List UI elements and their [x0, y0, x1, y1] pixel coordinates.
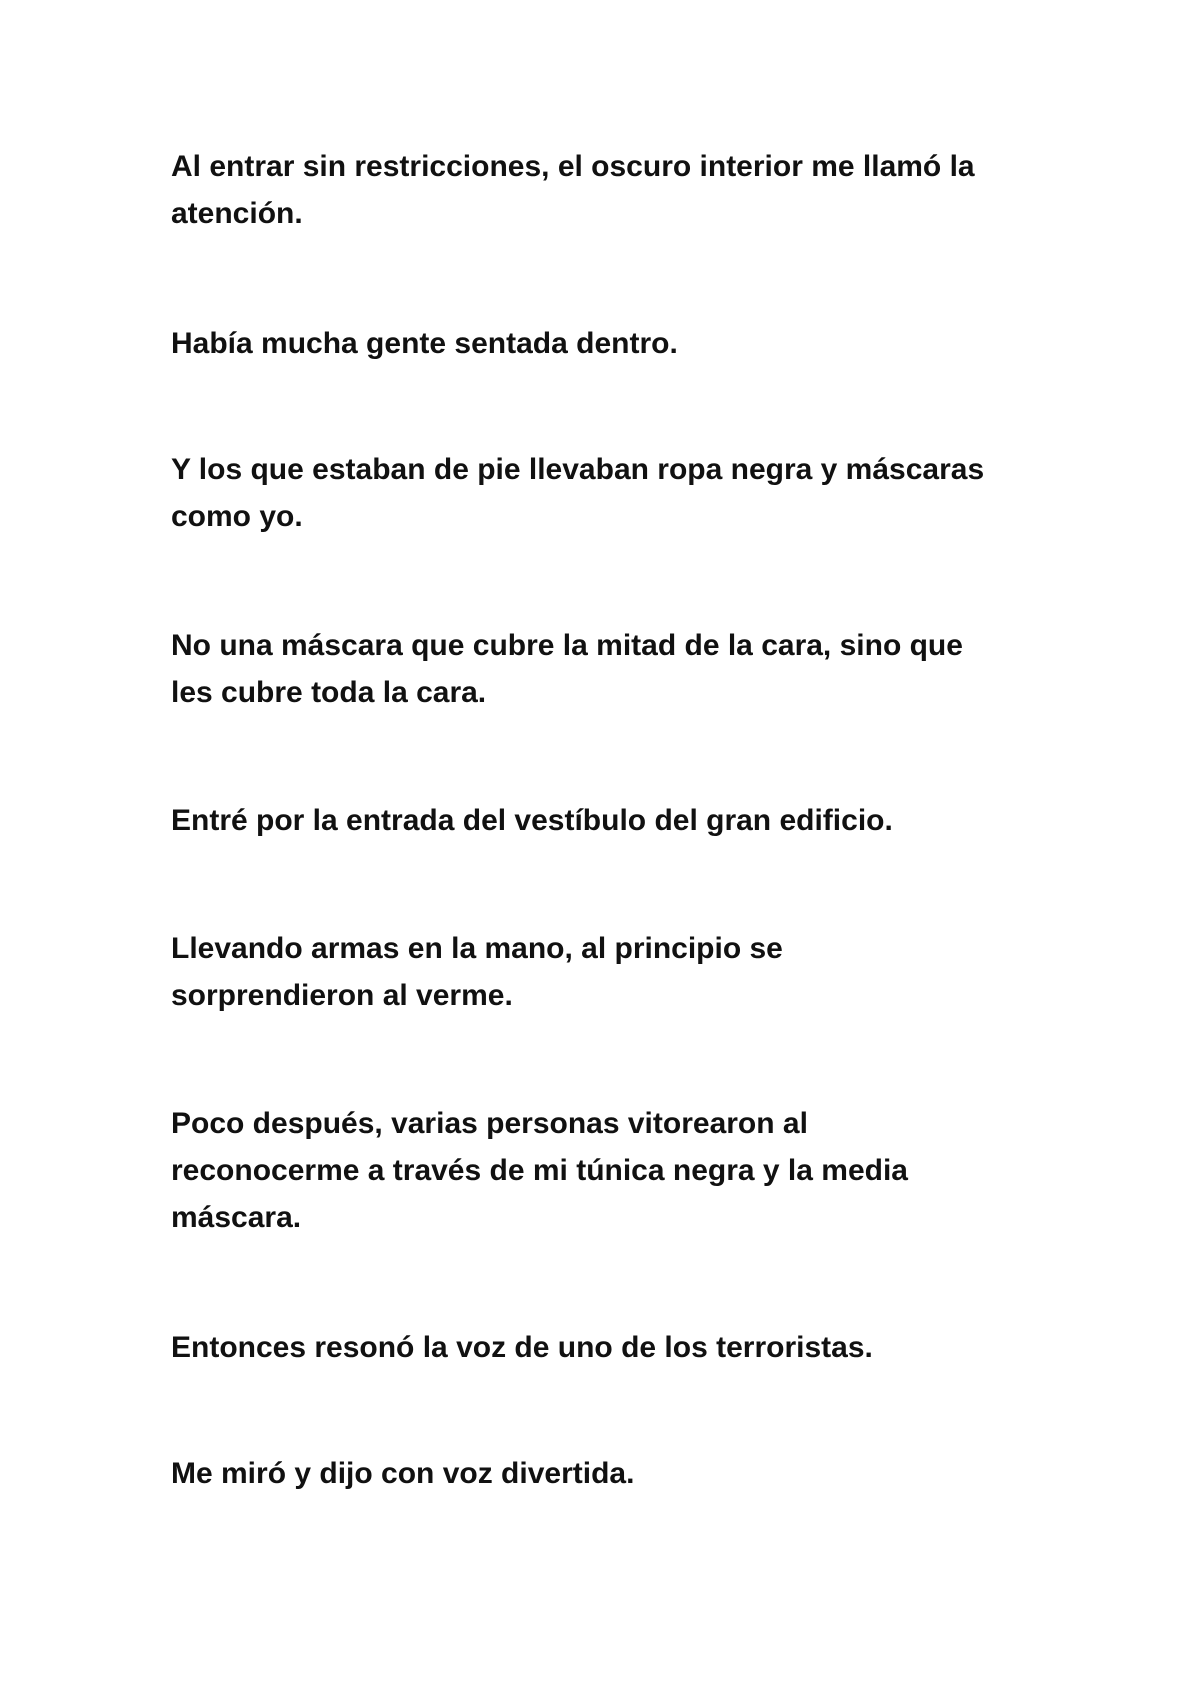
paragraph: Entré por la entrada del vestíbulo del gran edificio.	[171, 804, 893, 837]
paragraph: Y los que estaban de pie llevaban ropa negra y máscaras como yo.	[171, 453, 985, 533]
paragraph: Había mucha gente sentada dentro.	[171, 327, 678, 360]
paragraph: No una máscara que cubre la mitad de la cara, sino que les cubre toda la cara.	[171, 629, 963, 709]
paragraph: Al entrar sin restricciones, el oscuro interior me llamó la atención.	[171, 150, 975, 230]
paragraph: Llevando armas en la mano, al principio se sorprendieron al verme.	[171, 932, 783, 1012]
paragraph: Entonces resonó la voz de uno de los terroristas.	[171, 1331, 873, 1364]
paragraph: Poco después, varias personas vitorearon al reconocerme a través de mi túnica negra y la media máscara.	[171, 1107, 908, 1234]
paragraph: Me miró y dijo con voz divertida.	[171, 1457, 635, 1490]
